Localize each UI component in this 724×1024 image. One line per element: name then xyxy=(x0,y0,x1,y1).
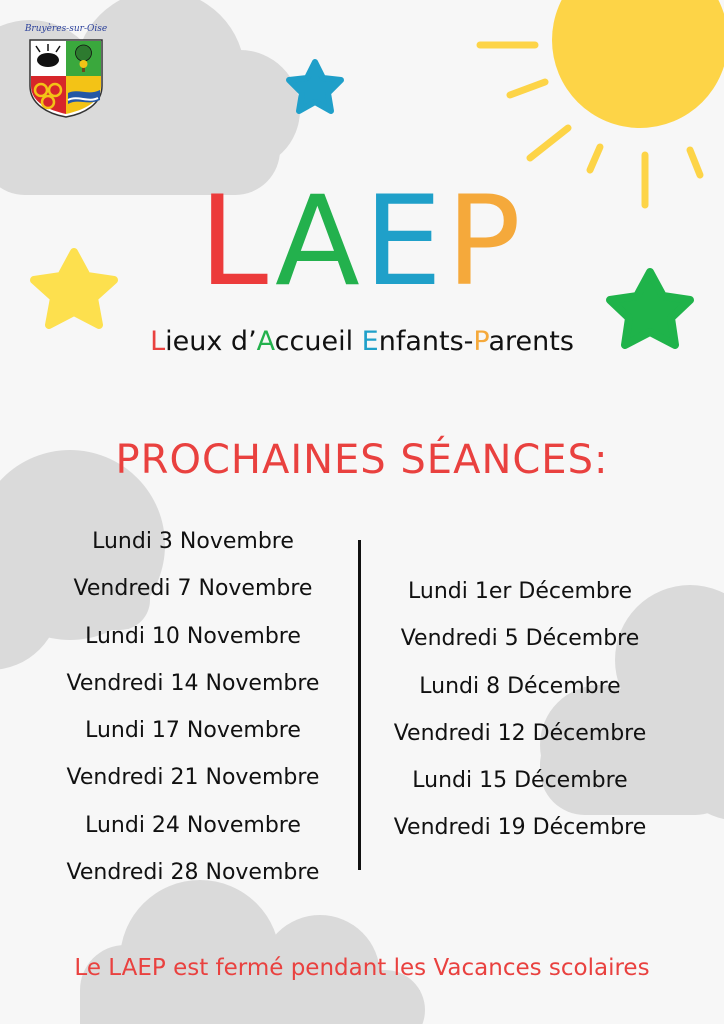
subtitle xyxy=(0,326,724,357)
title-letter: P xyxy=(446,170,525,314)
subtitle-part: L xyxy=(150,326,166,357)
subtitle-part: P xyxy=(473,326,489,357)
session-date: Lundi 1er Décembre xyxy=(408,579,632,604)
town-crest-icon xyxy=(28,38,104,118)
session-date: Vendredi 12 Décembre xyxy=(393,720,647,746)
session-date: Lundi 17 Novembre xyxy=(85,718,301,744)
closure-notice: Le LAEP est fermé pendant les Vacances scolaires xyxy=(74,955,650,981)
session-date: Lundi 24 Novembre xyxy=(85,812,301,838)
session-date: Vendredi 21 Novembre xyxy=(66,765,320,791)
session-date: Vendredi 14 Novembre xyxy=(66,670,320,696)
page-title xyxy=(0,172,724,312)
session-date: Lundi 15 Décembre xyxy=(412,768,628,794)
session-date: Vendredi 19 Décembre xyxy=(393,815,647,841)
session-date: Vendredi 28 Novembre xyxy=(66,860,320,886)
session-date: Vendredi 7 Novembre xyxy=(73,576,313,602)
session-date: Lundi 3 Novembre xyxy=(92,529,294,554)
title-letter: A xyxy=(274,170,364,314)
subtitle-part: ccueil xyxy=(274,326,362,357)
session-date: Lundi 8 Décembre xyxy=(419,673,621,699)
subtitle-part: nfants- xyxy=(378,326,474,357)
title-letter: L xyxy=(199,170,275,314)
subtitle-part: A xyxy=(256,326,275,357)
december-sessions-list xyxy=(372,568,668,852)
sessions-heading: PROCHAINES SÉANCES: xyxy=(115,437,609,483)
cloud-icon xyxy=(80,880,425,1024)
session-date: Vendredi 5 Décembre xyxy=(400,626,640,652)
town-logo xyxy=(24,24,108,120)
subtitle-part: ieux d’ xyxy=(165,326,257,357)
title-letter: E xyxy=(363,170,447,314)
town-name: Bruyères-sur-Oise xyxy=(24,24,108,34)
column-divider xyxy=(358,540,361,870)
subtitle-part: E xyxy=(361,326,379,357)
session-date: Lundi 10 Novembre xyxy=(85,623,301,649)
november-sessions-list xyxy=(40,518,346,896)
subtitle-part: arents xyxy=(488,326,574,357)
